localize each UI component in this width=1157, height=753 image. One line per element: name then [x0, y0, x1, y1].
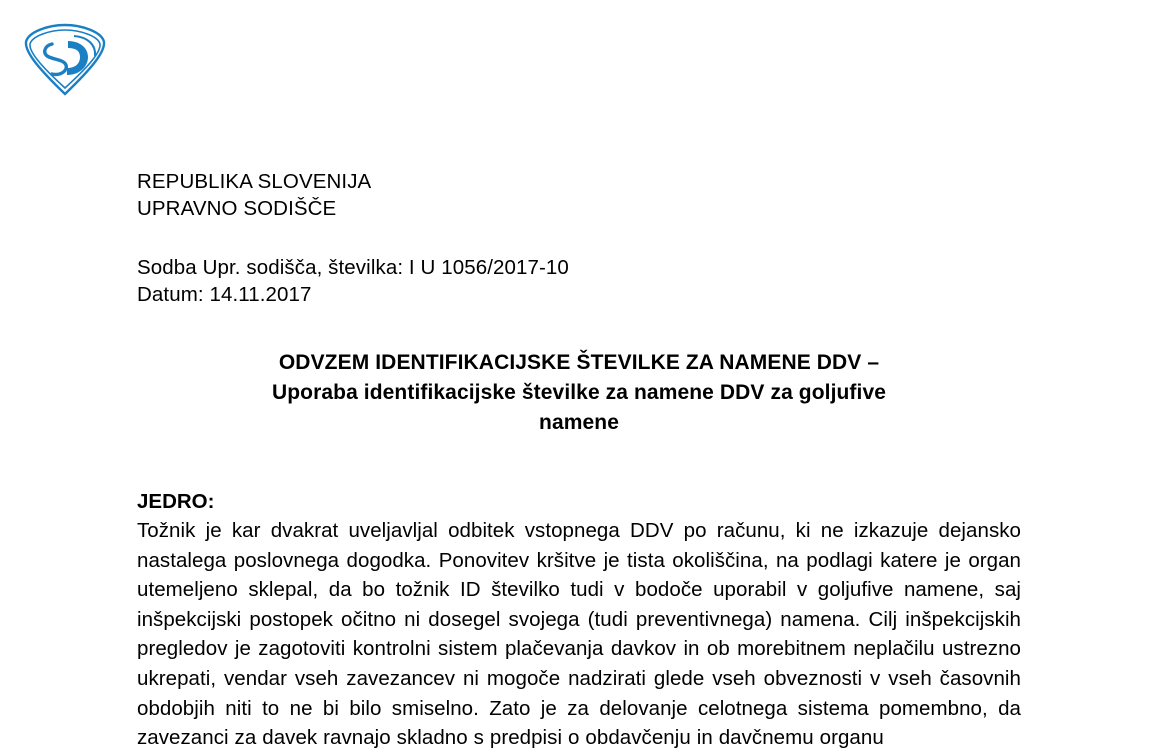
title-line-2: Uporaba identifikacijske številke za namene DDV za goljufive [271, 381, 887, 404]
jedro-heading: JEDRO: [137, 490, 215, 513]
case-number: Sodba Upr. sodišča, številka: I U 1056/2017-10 [137, 256, 569, 279]
jedro-body: Tožnik je kar dvakrat uveljavljal odbitek vstopnega DDV po računu, ki ne izkazuje dejansko nastalega poslovnega dogodka. Ponovitev kršitve je tista okoliščina, na podlagi katere je organ utemeljeno sklepal, da bo tožnik ID številko tudi v bodoče uporabil v goljufive namene, saj inšpekcijski postopek očitno ni dosegel svojega (tudi preventivnega) namena. Cilj inšpekcijskih pregledov je zagotoviti kontrolni sistem plačevanja davkov in ob morebitnem neplačilu ustrezno ukrepati, vendar vseh zavezancev ni mogoče nadzirati glede vseh obveznosti v vseh časovnih obdobjih niti to ne bi bilo smiselno. Zato je za delovanje celotnega sistema pomembno, da zavezanci za davek ravnajo skladno s predpisi o obdavčenju in davčnemu organu [137, 519, 1021, 750]
document-content [137, 168, 1021, 753]
shield-logo-icon [22, 22, 108, 98]
title-line-3: namene [539, 411, 619, 434]
title-line-1: ODVZEM IDENTIFIKACIJSKE ŠTEVILKE ZA NAMENE DDV – [278, 351, 880, 374]
organization-line-2: UPRAVNO SODIŠČE [137, 197, 337, 220]
jedro-section [137, 488, 1021, 753]
page-title [137, 348, 1021, 438]
organization-block [137, 168, 1021, 222]
case-meta-block [137, 254, 1021, 308]
case-date: Datum: 14.11.2017 [137, 283, 312, 306]
organization-line-1: REPUBLIKA SLOVENIJA [137, 170, 372, 193]
